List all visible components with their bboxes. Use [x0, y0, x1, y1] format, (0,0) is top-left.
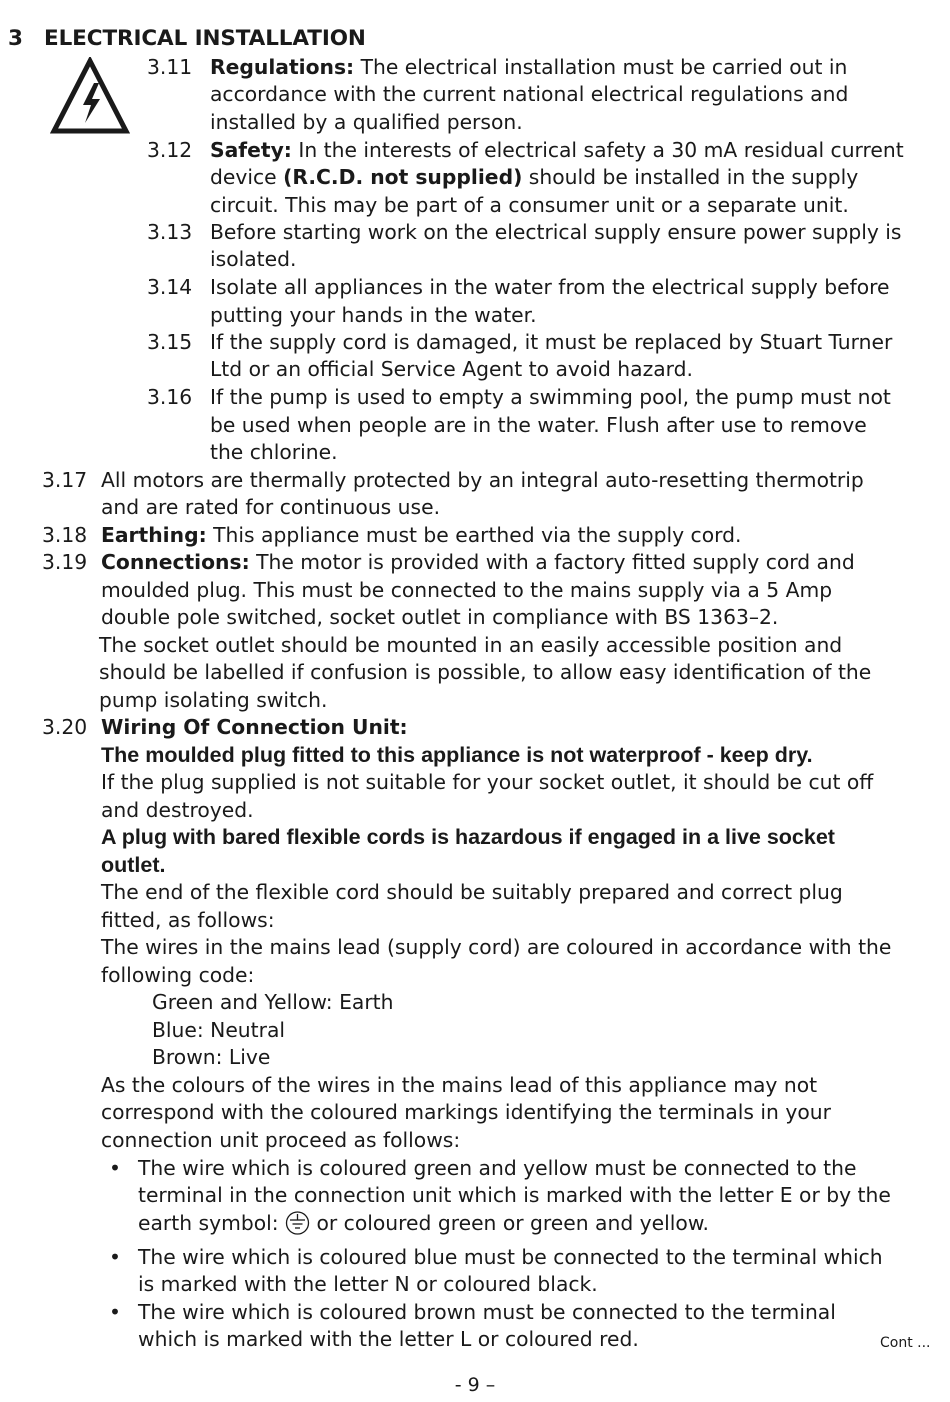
earth-symbol-icon: [285, 1211, 310, 1235]
warning-text: The moulded plug fitted to this appliance is not waterproof - keep dry.: [101, 743, 813, 767]
item-text-line: [101, 549, 939, 577]
section-title: ELECTRICAL INSTALLATION: [44, 26, 366, 51]
bullet-text: earth symbol:: [138, 1211, 286, 1235]
section-heading: [8, 25, 366, 53]
colour-code-neutral: Blue: Neutral: [152, 1018, 286, 1042]
item-number: 3.12: [147, 138, 193, 162]
item-text-line: be used when people are in the water. Flush after use to remove: [210, 413, 867, 437]
page-number: - 9 –: [454, 1374, 496, 1396]
bullet-text-line: The wire which is coloured green and yellow must be connected to the: [138, 1156, 857, 1180]
item-text-line: The wires in the mains lead (supply cord) are coloured in accordance with the: [101, 935, 892, 959]
bullet: •: [109, 1156, 121, 1180]
item-lead: Regulations:: [210, 55, 355, 79]
item-text-line: All motors are thermally protected by an integral auto-resetting thermotrip: [101, 468, 864, 492]
item-text-line: accordance with the current national electrical regulations and: [210, 82, 849, 106]
item-text-line: connection unit proceed as follows:: [101, 1128, 461, 1152]
item-text-line: [101, 522, 939, 550]
warning-text: A plug with bared flexible cords is hazardous if engaged in a live socket: [101, 825, 835, 849]
item-text-line: double pole switched, socket outlet in compliance with BS 1363–2.: [101, 605, 779, 629]
item-text-line: following code:: [101, 963, 255, 987]
item-number: 3.11: [147, 55, 193, 79]
item-lead: Earthing:: [101, 523, 207, 547]
item-text-line: correspond with the coloured markings identifying the terminals in your: [101, 1100, 831, 1124]
bullet: •: [109, 1300, 121, 1324]
item-text-line: [210, 137, 940, 165]
item-number: 3.15: [147, 330, 193, 354]
item-number: 3.17: [42, 468, 88, 492]
bullet-text-line: is marked with the letter N or coloured black.: [138, 1272, 598, 1296]
continued-note: Cont ...: [880, 1335, 931, 1351]
item-text-line: and destroyed.: [101, 798, 254, 822]
item-text-line: If the supply cord is damaged, it must be replaced by Stuart Turner: [210, 330, 893, 354]
electrical-hazard-warning-icon: [50, 57, 130, 135]
item-number: 3.16: [147, 385, 193, 409]
item-text-line: isolated.: [210, 247, 297, 271]
item-text-line: [210, 54, 940, 82]
item-text-line: If the pump is used to empty a swimming pool, the pump must not: [210, 385, 891, 409]
item-emphasis: (R.C.D. not supplied): [283, 165, 523, 189]
item-text: should be installed in the supply: [522, 165, 859, 189]
item-text: This appliance must be earthed via the supply cord.: [206, 523, 742, 547]
item-text-line: [210, 164, 940, 192]
item-text-line: the chlorine.: [210, 440, 338, 464]
item-text-line: fitted, as follows:: [101, 908, 275, 932]
item-number: 3.13: [147, 220, 193, 244]
item-lead: Wiring Of Connection Unit:: [101, 715, 408, 739]
item-text-line: circuit. This may be part of a consumer unit or a separate unit.: [210, 193, 849, 217]
colour-code-live: Brown: Live: [152, 1045, 271, 1069]
item-number: 3.19: [42, 550, 88, 574]
item-text: The motor is provided with a factory fitted supply cord and: [249, 550, 855, 574]
bullet-text-line: The wire which is coloured blue must be connected to the terminal which: [138, 1245, 883, 1269]
colour-code-earth: Green and Yellow: Earth: [152, 990, 394, 1014]
item-text: device: [210, 165, 284, 189]
item-text-line: If the plug supplied is not suitable for your socket outlet, it should be cut off: [101, 770, 874, 794]
item-text-line: Before starting work on the electrical supply ensure power supply is: [210, 220, 902, 244]
bullet-text: or coloured green or green and yellow.: [310, 1211, 709, 1235]
item-text-line: As the colours of the wires in the mains lead of this appliance may not: [101, 1073, 818, 1097]
item-text-line: The socket outlet should be mounted in an easily accessible position and: [99, 633, 843, 657]
item-text-line: putting your hands in the water.: [210, 303, 537, 327]
item-text-line: installed by a qualified person.: [210, 110, 523, 134]
item-text-line: should be labelled if confusion is possible, to allow easy identification of the: [99, 660, 872, 684]
item-text-line: and are rated for continuous use.: [101, 495, 441, 519]
item-number: 3.14: [147, 275, 193, 299]
item-text-line: Ltd or an official Service Agent to avoid hazard.: [210, 357, 693, 381]
item-text: In the interests of electrical safety a 30 mA residual current: [291, 138, 904, 162]
item-text-line: Isolate all appliances in the water from the electrical supply before: [210, 275, 890, 299]
bullet: •: [109, 1245, 121, 1269]
bullet-text-line: which is marked with the letter L or coloured red.: [138, 1327, 639, 1351]
bullet-text-line: [138, 1210, 938, 1238]
item-lead: Connections:: [101, 550, 250, 574]
section-number: 3: [8, 26, 23, 51]
item-text-line: moulded plug. This must be connected to the mains supply via a 5 Amp: [101, 578, 833, 602]
item-text-line: The end of the flexible cord should be suitably prepared and correct plug: [101, 880, 843, 904]
item-number: 3.20: [42, 715, 88, 739]
warning-text: outlet.: [101, 853, 166, 877]
item-number: 3.18: [42, 523, 88, 547]
bullet-text-line: terminal in the connection unit which is marked with the letter E or by the: [138, 1183, 891, 1207]
item-lead: Safety:: [210, 138, 292, 162]
item-text-line: pump isolating switch.: [99, 688, 328, 712]
item-text: The electrical installation must be carried out in: [354, 55, 848, 79]
item-text-line: [101, 714, 939, 742]
bullet-text-line: The wire which is coloured brown must be connected to the terminal: [138, 1300, 836, 1324]
